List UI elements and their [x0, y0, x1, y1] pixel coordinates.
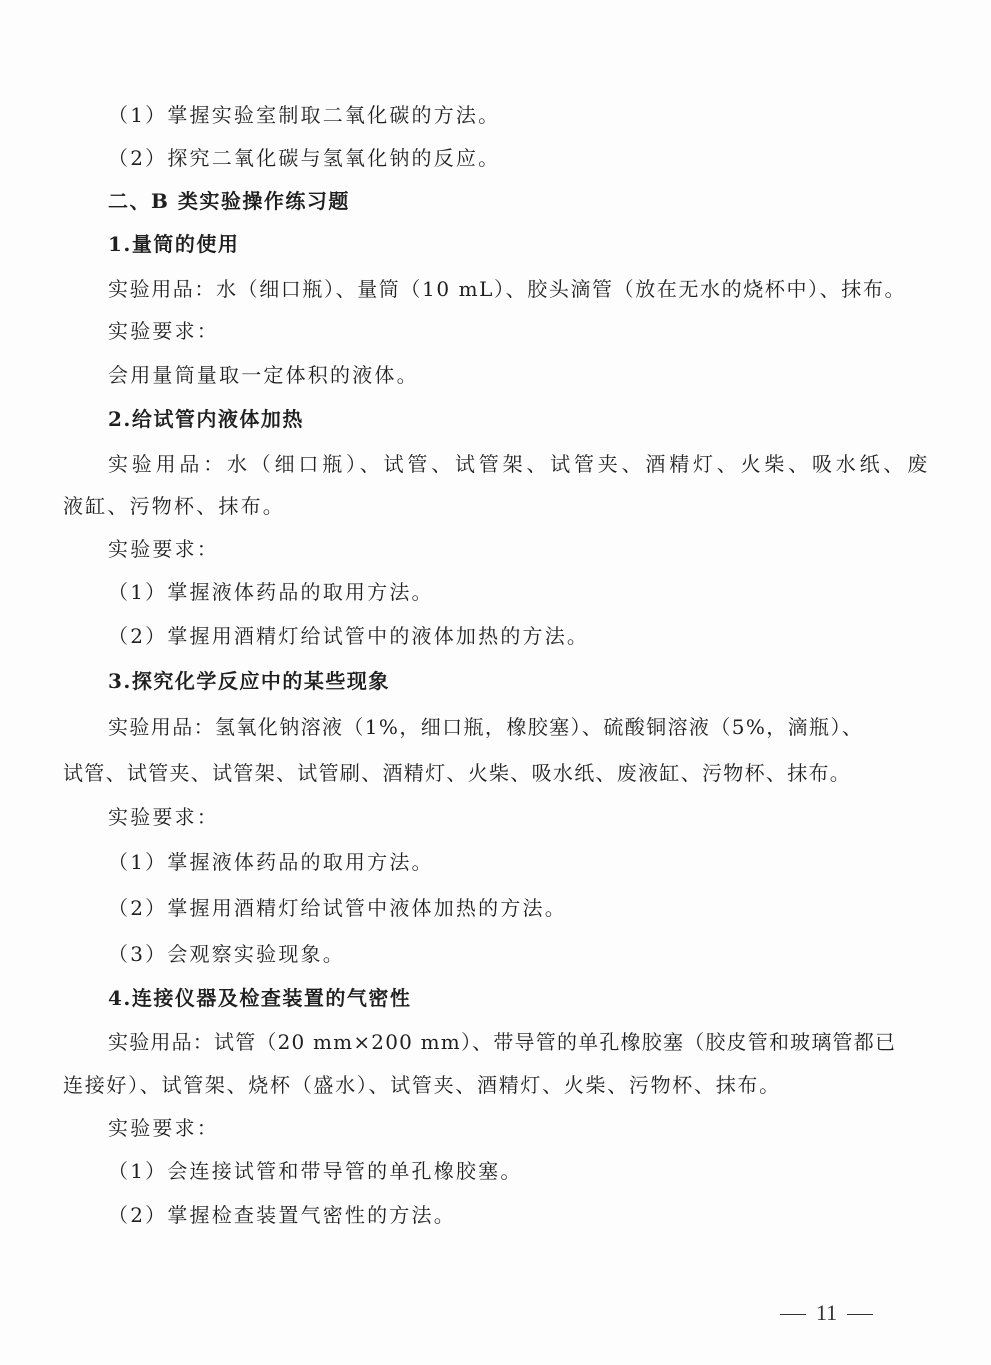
text-line: 实验要求： — [108, 319, 219, 343]
text-line: 实验用品：试管（20 mm×200 mm）、带导管的单孔橡胶塞（胶皮管和玻璃管都已 — [108, 1030, 897, 1054]
text-line: （1）会连接试管和带导管的单孔橡胶塞。 — [108, 1159, 523, 1183]
text-line: （2）探究二氧化碳与氢氧化钠的反应。 — [108, 146, 501, 170]
text-line: 实验用品：氢氧化钠溶液（1%，细口瓶，橡胶塞）、硫酸铜溶液（5%，滴瓶）、 — [108, 715, 864, 739]
text-line: （1）掌握液体药品的取用方法。 — [108, 850, 434, 874]
text-line: （1）掌握实验室制取二氧化碳的方法。 — [108, 103, 501, 127]
text-line: 实验要求： — [108, 805, 219, 829]
text-line: 实验用品：水（细口瓶）、试管、试管架、试管夹、酒精灯、火柴、吸水纸、废 — [108, 452, 931, 476]
text-line: （2）掌握用酒精灯给试管中的液体加热的方法。 — [108, 624, 590, 648]
text-line: 液缸、污物杯、抹布。 — [63, 494, 285, 518]
text-line: 实验要求： — [108, 537, 219, 561]
footer-dash-right — [847, 1314, 873, 1315]
footer-dash-left — [780, 1314, 806, 1315]
text-line: 会用量筒量取一定体积的液体。 — [108, 363, 419, 387]
text-line: 实验要求： — [108, 1116, 219, 1140]
text-line: 试管、试管夹、试管架、试管刷、酒精灯、火柴、吸水纸、废液缸、污物杯、抹布。 — [63, 761, 852, 785]
text-line: （3）会观察实验现象。 — [108, 942, 345, 966]
text-line: 实验用品：水（细口瓶）、量筒（10 mL）、胶头滴管（放在无水的烧杯中）、抹布。 — [108, 277, 907, 301]
text-line: （1）掌握液体药品的取用方法。 — [108, 580, 434, 604]
text-line: （2）掌握检查装置气密性的方法。 — [108, 1203, 456, 1227]
subsection-heading: 3.探究化学反应中的某些现象 — [108, 669, 390, 693]
page-number: 11 — [816, 1300, 838, 1325]
subsection-heading: 2.给试管内液体加热 — [108, 407, 304, 431]
subsection-heading: 4.连接仪器及检查装置的气密性 — [108, 986, 412, 1010]
page-footer — [770, 1298, 883, 1328]
text-line: （2）掌握用酒精灯给试管中液体加热的方法。 — [108, 896, 567, 920]
text-line: 连接好）、试管架、烧杯（盛水）、试管夹、酒精灯、火柴、污物杯、抹布。 — [63, 1073, 781, 1097]
section-heading: 二、B 类实验操作练习题 — [108, 189, 350, 213]
subsection-heading: 1.量筒的使用 — [108, 232, 240, 256]
